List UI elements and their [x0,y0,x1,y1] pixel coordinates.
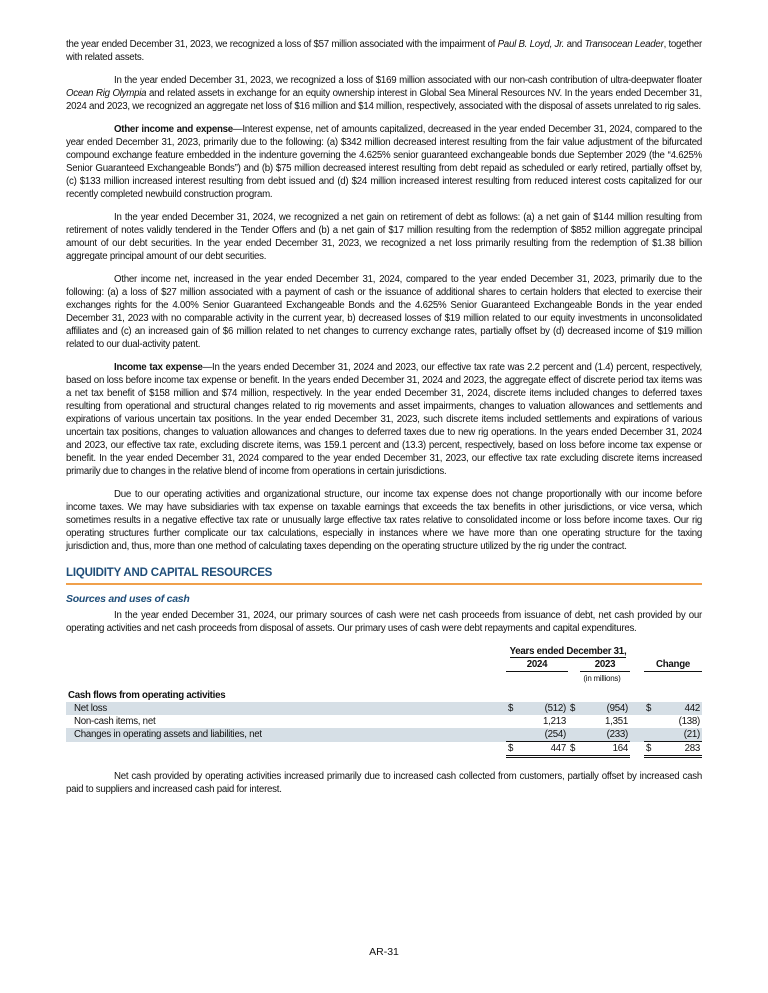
table-row: Net loss $ (512) $ (954) $ 442 [66,702,702,715]
page-number: AR-31 [369,946,399,958]
rig-name: Paul B. Loyd, Jr. [497,39,565,50]
paragraph-lead: Income tax expense [114,362,203,373]
cash-flow-table [66,645,702,758]
paragraph-lead: Other income and expense [114,124,233,135]
table-section-label: Cash flows from operating activities [68,690,226,701]
paragraph: In the year ended December 31, 2024, we recognized a net gain on retirement of debt as follows: (a) a net gain of $144 million resulting from retirement of notes validly tendered in the Tender Offers and (b) a net gain of $17 million resulting from the redemption of $852 million aggregate principal amount of our debt securities. In the year ended December 31, 2023, we recognized a net loss primarily resulting from the redemption of $1.38 billion aggregate principal amount of our debt securities. [66,212,702,262]
table-row: Non-cash items, net 1,213 1,351 (138) [74,716,700,727]
paragraph-text: —Interest expense, net of amounts capitalized, decreased in the year ended December 31, 2024, compared to the year ended December 31, 2023, primarily due to the following: (a) $342 million decreased interest resulting from the fair value adjustment of the bifurcated compound exchange feature embedded in the indenture governing the 4.625% senior guaranteed exchangeable bonds due September 2029 (the “4.625% Senior Guaranteed Exchangeable Bonds”) and (b) $75 million decreased interest resulting from debt repaid as scheduled or early retired, partially offset by, (c) $133 million increased interest resulting from debt issued and (d) $24 million increased interest resulting from reduced interest costs capitalized for our recently completed newbuild construction program. [66,124,702,200]
column-header-2024: 2024 [506,658,568,672]
group-header: Years ended December 31, [509,646,627,657]
paragraph [66,123,702,201]
paragraph: Other income net, increased in the year ended December 31, 2024, compared to the year ended December 31, 2023, primarily due to the following: (a) a loss of $27 million associated with a payment of cash or the issuance of additional shares to certain holders that elected to exercise their exchanges rights for the 4.00% Senior Guaranteed Exchangeable Bonds and the 4.625% Senior Guaranteed Exchangeable Bonds in the year ended December 31, 2023 with no comparable activity in the current year, b) decreased losses of $19 million related to our equity investments in unconsolidated affiliates and (c) an increased gain of $6 million related to net changes to currency exchange rates, partially offset by (d) decreased income of $19 million related to our dual-activity patent. [66,274,702,350]
table-row: Changes in operating assets and liabilities, net (254) (233) (21) [66,728,702,742]
subsection-heading: Sources and uses of cash [66,593,190,605]
paragraph: In the year ended December 31, 2023, we recognized a loss of $169 million associated with our non-cash contribution of ultra-deepwater floater Ocean Rig Olympia and related assets in exchange for an equity ownership interest in Global Sea Mineral Resources NV. In the years ended December 31, 2024 and 2023, we recognized an aggregate net loss of $16 million and $14 million, respectively, associated with the disposal of assets unrelated to rig sales. [66,75,702,112]
paragraph: Due to our operating activities and organizational structure, our income tax expense does not change proportionally with our income before income taxes. We may have subsidiaries with tax expense on taxable earnings that exceeds the tax benefits in other jurisdictions, or vice versa, which sometimes results in a negative effective tax rate or unusually large effective tax rates relative to consolidated income or loss before income taxes. Our rig operating structures further complicate our tax calculations, especially in instances where we have more than one operating structure for the taxing jurisdiction and, thus, more than one method of calculating taxes depending on the operating structure utilized by the rig under the contract. [66,489,702,552]
rig-name: Ocean Rig Olympia [66,88,147,99]
table-total-row: $ 447 $ 164 $ 283 [66,742,702,757]
paragraph [66,361,702,478]
rig-name: Transocean Leader [584,39,664,50]
column-header-2023: 2023 [580,658,630,672]
units-label: (in millions) [583,674,621,683]
column-header-change: Change [644,658,702,672]
document-body [66,38,702,806]
paragraph: Net cash provided by operating activities increased primarily due to increased cash collected from customers, partially offset by increased cash paid to suppliers and increased cash paid for interest. [66,771,702,795]
section-heading: LIQUIDITY AND CAPITAL RESOURCES [66,567,702,585]
paragraph-text: —In the years ended December 31, 2024 and 2023, our effective tax rate was 2.2 percent and (1.4) percent, respectively, based on loss before income tax expense or benefit. In the years ended December 31, 2024 and 2023, the aggregate effect of discrete period tax items was a net tax benefit of $158 million and $74 million, respectively. In the year ended December 31, 2024, discrete items included changes to deferred taxes resulting from operational and structural changes related to rig movements and asset impairments, changes to valuation allowances and settlements and expirations of various uncertain tax positions. In the year ended December 31, 2023, such discrete items included settlements and expirations of various uncertain tax positions, changes to valuation allowances and changes to deferred taxes due to new rig operations. In the years ended December 31, 2024 and 2023, our effective tax rate, excluding discrete items, was 159.1 percent and (13.3) percent, respectively, based on loss before income tax expense or benefit. In the year ended December 31, 2024 compared to the year ended December 31, 2023, our effective tax rate excluding discrete items increased primarily due to changes in the relative blend of income from operations in certain jurisdictions. [66,362,702,477]
paragraph: the year ended December 31, 2023, we recognized a loss of $57 million associated with the impairment of Paul B. Loyd, Jr. and Transocean Leader, together with related assets. [66,39,703,63]
paragraph: In the year ended December 31, 2024, our primary sources of cash were net cash proceeds from issuance of debt, net cash provided by our operating activities and net cash proceeds from disposal of assets. Our primary uses of cash were debt repayments and capital expenditures. [66,610,702,634]
